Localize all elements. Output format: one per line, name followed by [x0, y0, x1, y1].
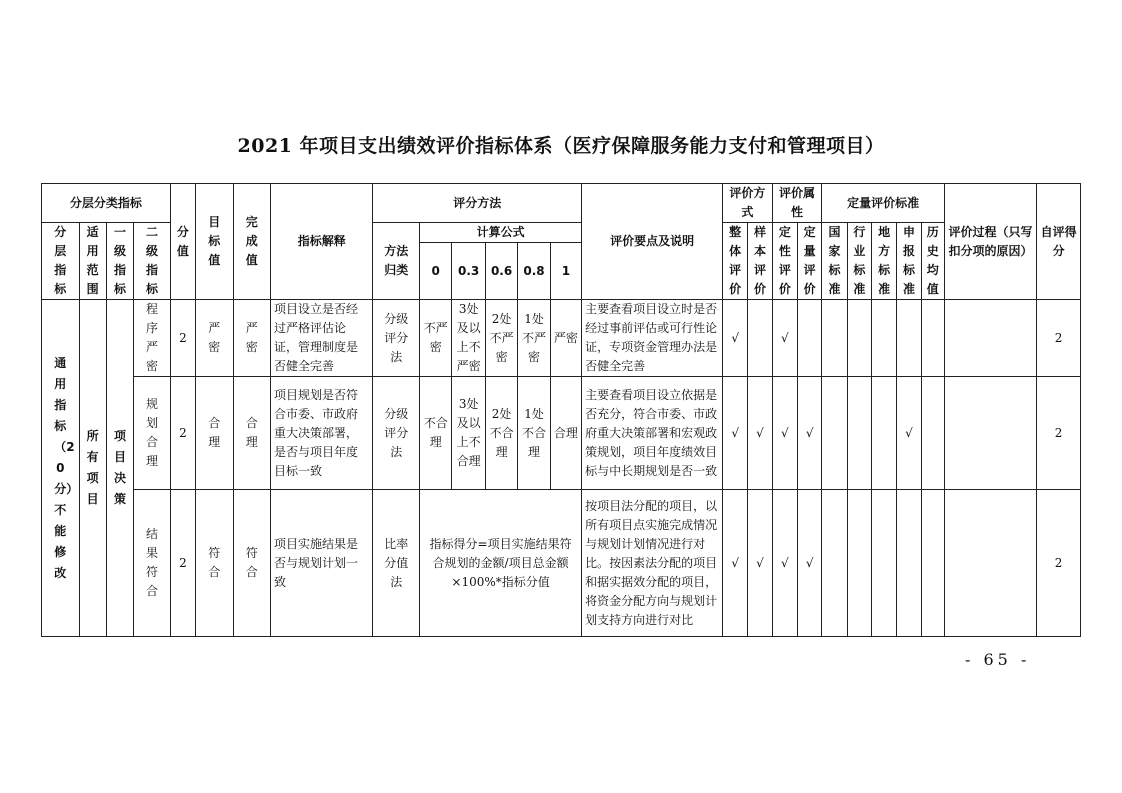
row-self-score: 2 [1037, 300, 1081, 377]
header-quant-standard: 定量评价标准 [822, 184, 945, 223]
row-f1: 严密 [550, 300, 581, 377]
indicator-table [41, 183, 1081, 637]
row-explain: 项目规划是否符合市委、市政府重大决策部署，是否与项目年度目标一致 [271, 377, 373, 490]
row-mark-qualitative: √ [772, 377, 797, 490]
row-self-score: 2 [1037, 377, 1081, 490]
row-mark-quantitative: √ [798, 377, 822, 490]
header-method-group: 评分方法 [373, 184, 582, 223]
row-mark-whole: √ [723, 300, 748, 377]
table-row [42, 490, 1081, 637]
row-key-points: 主要查看项目设立依据是否充分，符合市委、市政府重大决策部署和宏观政策规划，项目年度绩效目标与中长期规划是否一致 [582, 377, 723, 490]
row-mark-local [871, 300, 896, 377]
row-mark-historical [921, 377, 944, 490]
row-f06: 2处不严密 [485, 300, 517, 377]
row-target: 严密 [196, 300, 234, 377]
merged-layer-cell: 通用指标（20分）不能修改 [42, 300, 80, 637]
page-title: 2021 年项目支出绩效评价指标体系（医疗保障服务能力支付和管理项目） [237, 135, 885, 157]
row-f0: 不合理 [420, 377, 452, 490]
row-score: 2 [170, 377, 195, 490]
row-method: 比率分值法 [373, 490, 420, 637]
header-process: 评价过程（只写扣分项的原因） [944, 184, 1036, 300]
header-formula-1: 1 [550, 243, 581, 300]
header-target: 目标值 [196, 184, 234, 300]
row-f1: 合理 [550, 377, 581, 490]
row-mark-national [822, 300, 847, 377]
row-mark-whole: √ [723, 377, 748, 490]
row-mark-industry [847, 300, 871, 377]
row-mark-sample: √ [748, 490, 772, 637]
header-formula-03: 0.3 [452, 243, 485, 300]
header-attr-qualitative: 定性评价 [772, 223, 797, 300]
row-mark-national [822, 490, 847, 637]
row-mark-quantitative [798, 300, 822, 377]
row-mark-declared [897, 490, 921, 637]
row-mark-local [871, 490, 896, 637]
row-actual: 合理 [233, 377, 271, 490]
row-target: 合理 [196, 377, 234, 490]
row-formula-text: 指标得分=项目实施结果符合规划的金额/项目总金额×100%*指标分值 [420, 490, 582, 637]
row-key-points: 主要查看项目设立时是否经过事前评估或可行性论证，专项资金管理办法是否健全完善 [582, 300, 723, 377]
row-explain: 项目设立是否经过严格评估论证，管理制度是否健全完善 [271, 300, 373, 377]
row-mark-whole: √ [723, 490, 748, 637]
header-self-score: 自评得分 [1037, 184, 1081, 300]
header-formula: 计算公式 [420, 223, 582, 243]
row-f03: 3处及以上不严密 [452, 300, 485, 377]
row-mark-declared: √ [897, 377, 921, 490]
row-score: 2 [170, 300, 195, 377]
header-formula-08: 0.8 [518, 243, 550, 300]
page-number: - 65 - [965, 650, 1031, 669]
header-explain: 指标解释 [271, 184, 373, 300]
row-f06: 2处不合理 [485, 377, 517, 490]
row-f03: 3处及以上不合理 [452, 377, 485, 490]
header-formula-0: 0 [420, 243, 452, 300]
row-level2: 结果符合 [134, 490, 171, 637]
header-std-local: 地方标准 [871, 223, 896, 300]
row-method: 分级评分法 [373, 377, 420, 490]
row-method: 分级评分法 [373, 300, 420, 377]
table-row [42, 300, 1081, 377]
header-eval-whole: 整体评价 [723, 223, 748, 300]
row-process [944, 377, 1036, 490]
row-target: 符合 [196, 490, 234, 637]
row-score: 2 [170, 490, 195, 637]
row-mark-local [871, 377, 896, 490]
header-std-historical: 历史均值 [921, 223, 944, 300]
row-mark-national [822, 377, 847, 490]
header-std-declared: 申报标准 [897, 223, 921, 300]
row-mark-qualitative: √ [772, 490, 797, 637]
header-layered-indicators: 分层分类指标 [42, 184, 171, 223]
header-score: 分值 [170, 184, 195, 300]
header-layer-indicator: 分层指标 [42, 223, 80, 300]
header-eval-mode: 评价方式 [723, 184, 773, 223]
header-actual: 完成值 [233, 184, 271, 300]
header-std-national: 国家标准 [822, 223, 847, 300]
header-attr-quantitative: 定量评价 [798, 223, 822, 300]
header-key-points: 评价要点及说明 [582, 184, 723, 300]
header-level1: 一级指标 [106, 223, 133, 300]
row-level2: 程序严密 [134, 300, 171, 377]
row-f08: 1处不合理 [518, 377, 550, 490]
header-eval-attr: 评价属性 [772, 184, 822, 223]
row-mark-declared [897, 300, 921, 377]
row-mark-historical [921, 490, 944, 637]
row-mark-industry [847, 377, 871, 490]
row-self-score: 2 [1037, 490, 1081, 637]
row-f0: 不严密 [420, 300, 452, 377]
header-method-type: 方法归类 [373, 223, 420, 300]
table-row [42, 377, 1081, 490]
row-mark-historical [921, 300, 944, 377]
row-f08: 1处不严密 [518, 300, 550, 377]
row-actual: 严密 [233, 300, 271, 377]
row-mark-industry [847, 490, 871, 637]
merged-scope-cell: 所有项目 [79, 300, 106, 637]
row-process [944, 490, 1036, 637]
header-level2: 二级指标 [134, 223, 171, 300]
row-mark-sample [748, 300, 772, 377]
header-eval-sample: 样本评价 [748, 223, 772, 300]
row-mark-sample: √ [748, 377, 772, 490]
header-std-industry: 行业标准 [847, 223, 871, 300]
header-formula-06: 0.6 [485, 243, 517, 300]
row-level2: 规划合理 [134, 377, 171, 490]
row-mark-quantitative: √ [798, 490, 822, 637]
merged-level1-cell: 项目决策 [106, 300, 133, 637]
row-explain: 项目实施结果是否与规划计划一致 [271, 490, 373, 637]
row-process [944, 300, 1036, 377]
header-apply-scope: 适用范围 [79, 223, 106, 300]
row-mark-qualitative: √ [772, 300, 797, 377]
row-actual: 符合 [233, 490, 271, 637]
row-key-points: 按项目法分配的项目，以所有项目点实施完成情况与规划计划情况进行对比。按因素法分配的项目和据实据效分配的项目，将资金分配方向与规划计划支持方向进行对比 [582, 490, 723, 637]
